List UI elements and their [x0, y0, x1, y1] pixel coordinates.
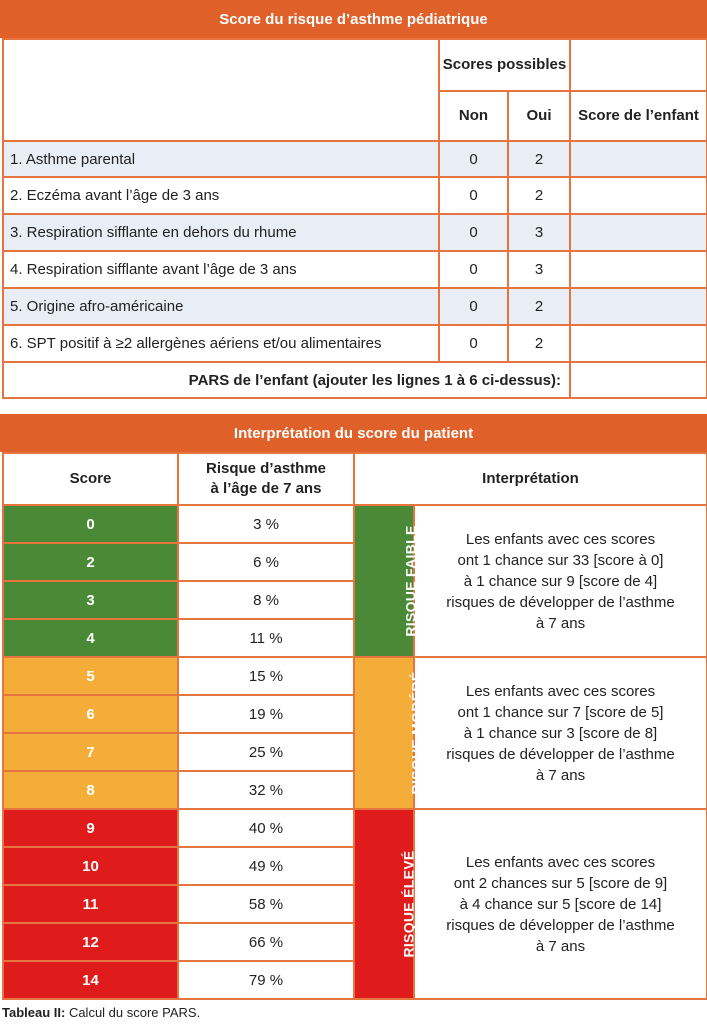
- table-row: [3, 505, 707, 543]
- table-row: [3, 214, 707, 251]
- total-row: [3, 362, 707, 398]
- risk-cell: 3 %: [178, 505, 354, 543]
- interp-line: ont 2 chances sur 5 [score de 9]: [453, 874, 668, 892]
- table-row: [3, 288, 707, 325]
- table-row: [3, 141, 707, 177]
- category-risque-modere: [354, 657, 425, 809]
- child-score-cell[interactable]: [570, 325, 707, 362]
- score-cell: 9: [3, 809, 178, 847]
- header-score: Score: [3, 453, 178, 505]
- row-label: 4. Respiration sifflante avant l’âge de 3 ans: [3, 251, 439, 288]
- interp-line: à 7 ans: [535, 614, 586, 632]
- score-cell: 14: [3, 961, 178, 999]
- row-oui: 2: [508, 288, 570, 325]
- category-risque-faible: [354, 505, 419, 657]
- row-label: 3. Respiration sifflante en dehors du rhume: [3, 214, 439, 251]
- caption-text: Calcul du score PARS.: [65, 1005, 201, 1020]
- risk-cell: 15 %: [178, 657, 354, 695]
- caption-label: Tableau II:: [2, 1005, 66, 1020]
- row-non: 0: [439, 177, 508, 214]
- interpretation-text: [414, 809, 707, 999]
- interpretation-text: [414, 657, 707, 809]
- header-interpretation: Interprétation: [354, 453, 707, 505]
- score-cell: 4: [3, 619, 178, 657]
- category-label: RISQUE ÉLEVÉ: [400, 850, 417, 958]
- category-label: RISQUE MODÉRÉ: [408, 671, 425, 795]
- interp-line: à 1 chance sur 9 [score de 4]: [463, 572, 658, 590]
- interp-line: à 1 chance sur 3 [score de 8]: [463, 724, 658, 742]
- header-child-score: Score de l’enfant: [570, 91, 707, 141]
- row-non: 0: [439, 288, 508, 325]
- row-non: 0: [439, 141, 508, 177]
- category-label: RISQUE FAIBLE: [402, 525, 419, 637]
- row-oui: 2: [508, 141, 570, 177]
- interp-line: Les enfants avec ces scores: [465, 530, 656, 548]
- row-non: 0: [439, 251, 508, 288]
- interpretation-text: [414, 505, 707, 657]
- risk-cell: 25 %: [178, 733, 354, 771]
- score-cell: 11: [3, 885, 178, 923]
- risk-cell: 32 %: [178, 771, 354, 809]
- risk-cell: 6 %: [178, 543, 354, 581]
- table-row: [3, 177, 707, 214]
- risk-cell: 11 %: [178, 619, 354, 657]
- table-row: [3, 251, 707, 288]
- interpretation-table: [2, 452, 707, 1000]
- child-score-cell[interactable]: [570, 141, 707, 177]
- row-label: 6. SPT positif à ≥2 allergènes aériens et/ou alimentaires: [3, 325, 439, 362]
- header-non: Non: [439, 91, 508, 141]
- interp-line: Les enfants avec ces scores: [465, 853, 656, 871]
- interp-line: Les enfants avec ces scores: [465, 682, 656, 700]
- risk-cell: 8 %: [178, 581, 354, 619]
- row-non: 0: [439, 325, 508, 362]
- child-score-cell[interactable]: [570, 214, 707, 251]
- interp-line: risques de développer de l’asthme: [446, 745, 675, 763]
- table2-title: Interprétation du score du patient: [0, 414, 707, 452]
- interp-line: à 7 ans: [535, 937, 586, 955]
- header-blank-right: [570, 39, 707, 91]
- risk-cell: 79 %: [178, 961, 354, 999]
- header-oui: Oui: [508, 91, 570, 141]
- child-total-cell[interactable]: [570, 362, 707, 398]
- row-oui: 3: [508, 251, 570, 288]
- row-label: 5. Origine afro-américaine: [3, 288, 439, 325]
- child-score-cell[interactable]: [570, 251, 707, 288]
- score-cell: 7: [3, 733, 178, 771]
- table-row: [3, 809, 707, 847]
- header-risk-line1: Risque d’asthme: [205, 460, 327, 477]
- interp-line: risques de développer de l’asthme: [446, 593, 675, 611]
- score-cell: 0: [3, 505, 178, 543]
- risk-cell: 40 %: [178, 809, 354, 847]
- total-label: PARS de l’enfant (ajouter les lignes 1 à 6 ci-dessus):: [3, 362, 570, 398]
- score-cell: 10: [3, 847, 178, 885]
- score-cell: 12: [3, 923, 178, 961]
- row-non: 0: [439, 214, 508, 251]
- header-risk-line2: à l’âge de 7 ans: [210, 480, 322, 497]
- child-score-cell[interactable]: [570, 288, 707, 325]
- score-cell: 5: [3, 657, 178, 695]
- table-row: [3, 325, 707, 362]
- row-oui: 2: [508, 177, 570, 214]
- score-cell: 3: [3, 581, 178, 619]
- row-oui: 2: [508, 325, 570, 362]
- risk-cell: 58 %: [178, 885, 354, 923]
- risk-cell: 66 %: [178, 923, 354, 961]
- table-row: [3, 657, 707, 695]
- header-blank: [3, 39, 439, 141]
- header-risk: [178, 453, 354, 505]
- interp-line: ont 1 chance sur 7 [score de 5]: [457, 703, 664, 721]
- interp-line: à 4 chance sur 5 [score de 14]: [459, 895, 662, 913]
- interp-line: ont 1 chance sur 33 [score à 0]: [457, 551, 664, 569]
- score-cell: 2: [3, 543, 178, 581]
- pars-score-table: [2, 38, 707, 399]
- row-label: 2. Eczéma avant l’âge de 3 ans: [3, 177, 439, 214]
- interp-line: à 7 ans: [535, 766, 586, 784]
- score-cell: 8: [3, 771, 178, 809]
- child-score-cell[interactable]: [570, 177, 707, 214]
- risk-cell: 49 %: [178, 847, 354, 885]
- category-risque-eleve: [354, 809, 417, 999]
- interp-line: risques de développer de l’asthme: [446, 916, 675, 934]
- table-caption: [2, 1005, 200, 1020]
- risk-cell: 19 %: [178, 695, 354, 733]
- row-label: 1. Asthme parental: [3, 141, 439, 177]
- score-cell: 6: [3, 695, 178, 733]
- header-possible-scores: Scores possibles: [439, 39, 570, 91]
- table1-title: Score du risque d’asthme pédiatrique: [0, 0, 707, 38]
- row-oui: 3: [508, 214, 570, 251]
